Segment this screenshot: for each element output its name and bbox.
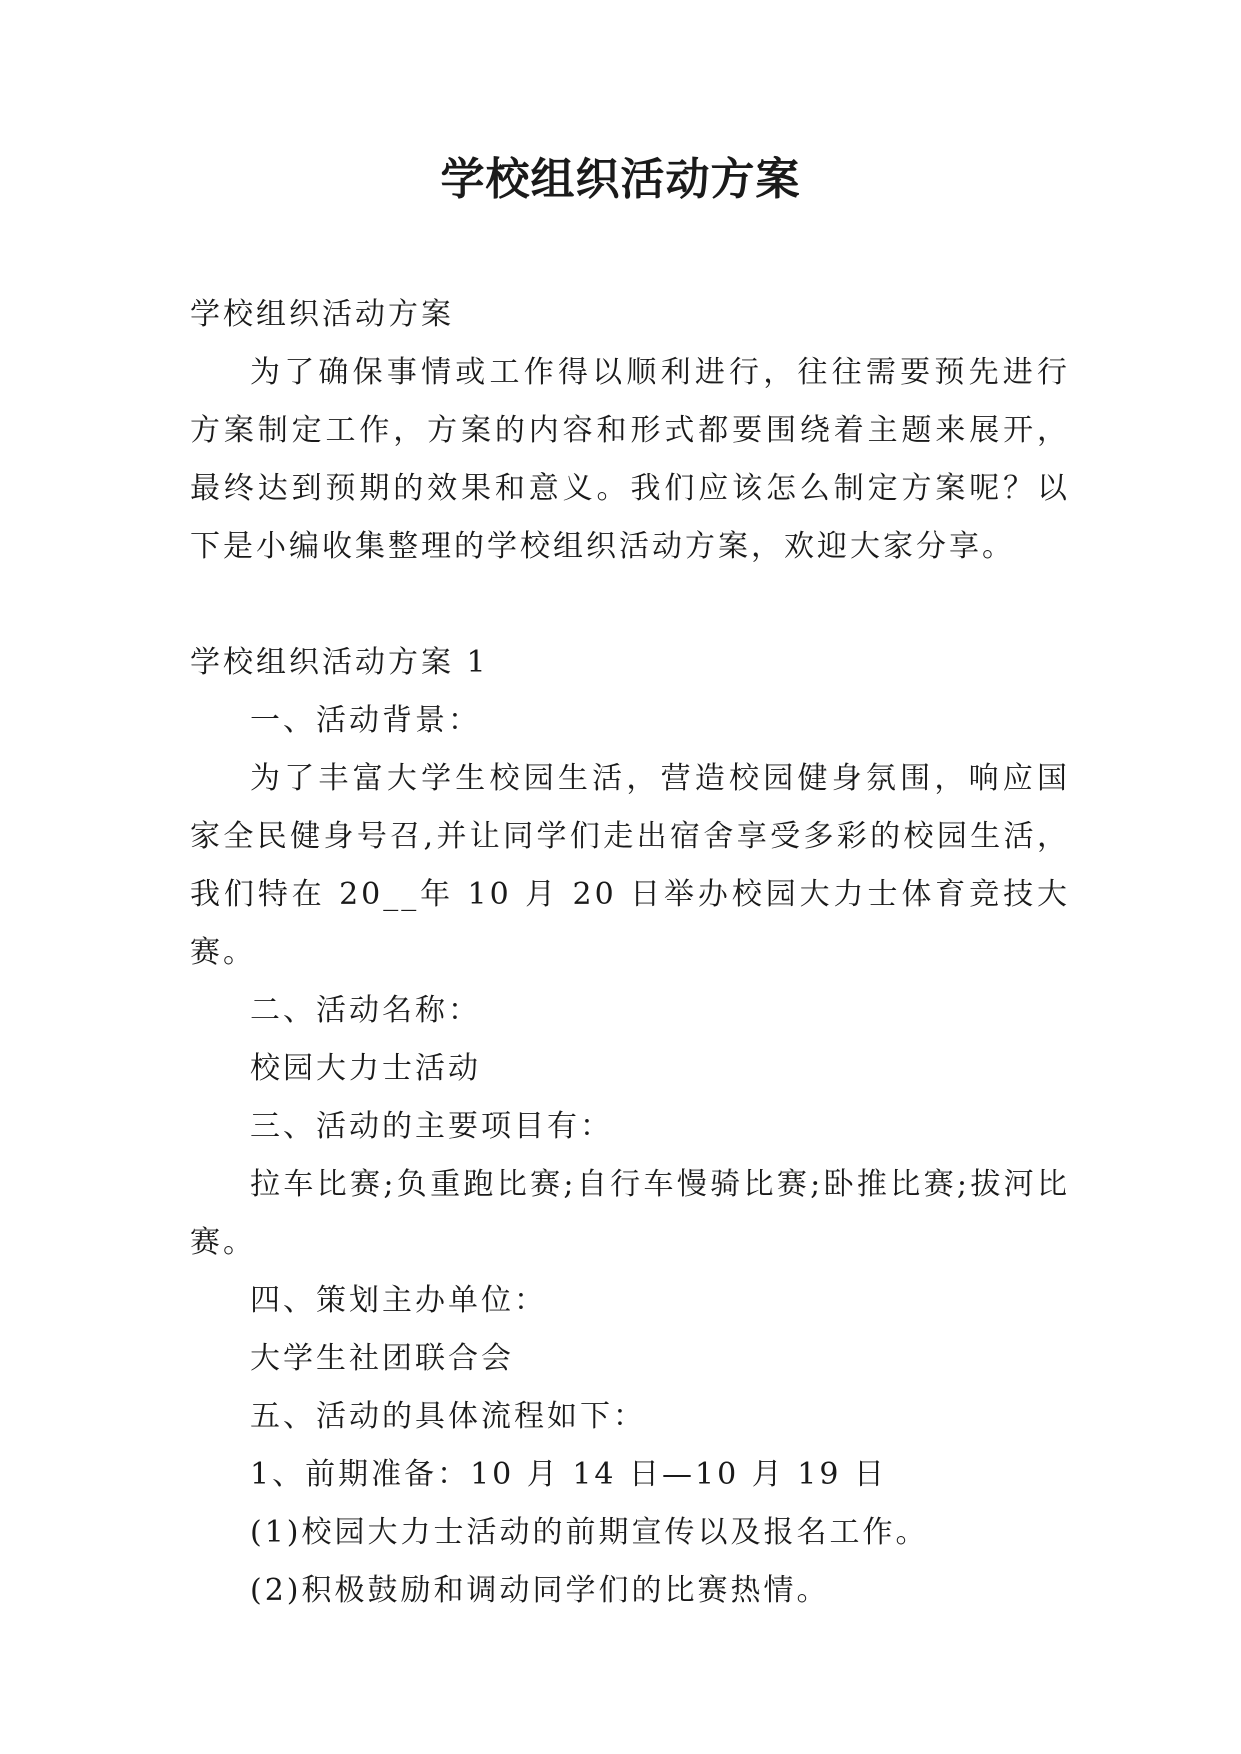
document-title: 学校组织活动方案 bbox=[440, 154, 801, 205]
organizer-name: 大学生社团联合会 bbox=[250, 1341, 514, 1376]
document-subtitle: 学校组织活动方案 bbox=[190, 297, 454, 332]
document-body bbox=[190, 286, 1070, 1620]
heading-activity-name: 二、活动名称： bbox=[250, 993, 481, 1028]
items-paragraph: 拉车比赛;负重跑比赛;自行车慢骑比赛;卧推比赛;拔河比赛。 bbox=[190, 1167, 1070, 1260]
heading-background: 一、活动背景： bbox=[250, 703, 481, 738]
heading-process: 五、活动的具体流程如下： bbox=[250, 1399, 646, 1434]
process-step-1: 1、前期准备：10 月 14 日—10 月 19 日 bbox=[250, 1457, 887, 1492]
background-paragraph: 为了丰富大学生校园生活，营造校园健身氛围，响应国家全民健身号召,并让同学们走出宿舍享受多彩的校园生活，我们特在 20__年 10 月 20 日举办校园大力士体育竞技大赛。 bbox=[190, 761, 1070, 970]
heading-items: 三、活动的主要项目有： bbox=[250, 1109, 613, 1144]
process-step-1a: (1)校园大力士活动的前期宣传以及报名工作。 bbox=[250, 1515, 929, 1550]
section-title: 学校组织活动方案 1 bbox=[190, 645, 489, 680]
heading-organizer: 四、策划主办单位： bbox=[250, 1283, 547, 1318]
intro-paragraph: 为了确保事情或工作得以顺利进行，往往需要预先进行方案制定工作，方案的内容和形式都要围绕着主题来展开，最终达到预期的效果和意义。我们应该怎么制定方案呢？以下是小编收集整理的学校组织活动方案，欢迎大家分享。 bbox=[190, 355, 1070, 564]
process-step-1b: (2)积极鼓励和调动同学们的比赛热情。 bbox=[250, 1573, 830, 1608]
activity-name: 校园大力士活动 bbox=[250, 1051, 481, 1086]
